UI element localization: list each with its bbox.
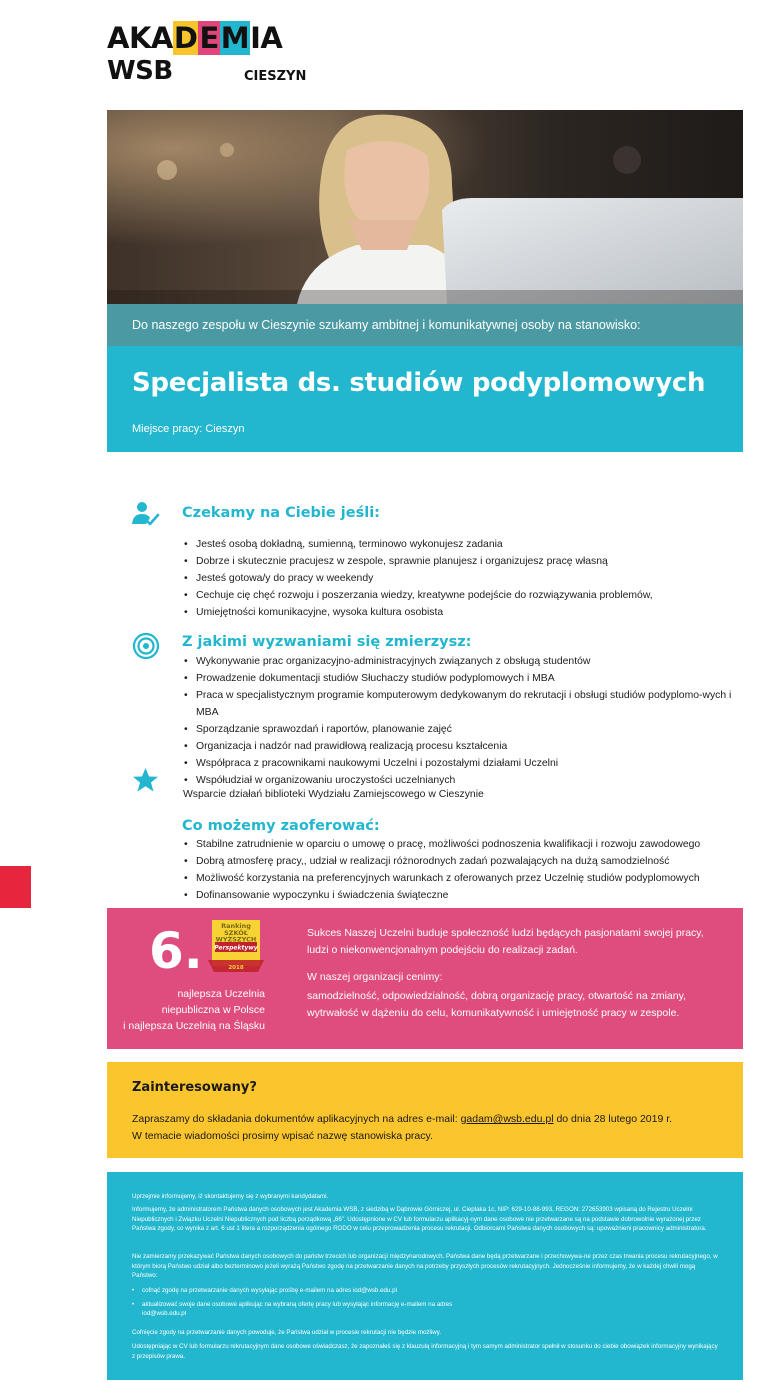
list-item: • Możliwość korzystania na preferencyjnych warunkach z oferowanych przez Uczelnię studiów podyplomowych — [183, 870, 743, 887]
apply-panel — [107, 1062, 743, 1158]
challenges-extra: Wsparcie działań biblioteki Wydziału Zamiejscowego w Cieszynie — [183, 789, 484, 800]
apply-text: Zapraszamy do składania dokumentów aplikacyjnych na adres e-mail: gadam@wsb.edu.pl do dnia 28 lutego 2019 r. W temacie wiadomości prosimy wpisać nazwę stanowiska pracy. — [132, 1113, 673, 1142]
list-item: • Jesteś osobą dokładną, sumienną, terminowo wykonujesz zadania — [183, 536, 743, 553]
requirements-list — [183, 536, 743, 621]
logo-city: CIESZYN — [244, 69, 307, 84]
offer-heading: Co możemy zaoferować: — [182, 818, 380, 834]
list-item: • Praca w specjalistycznym programie komputerowym dedykowanym do rekrutacji i obsługi studiów podyplomo-wych i MBA — [183, 687, 738, 721]
list-item: • Dobrą atmosferę pracy,, udział w realizacji różnorodnych zadań pozwalających na dużą samodzielność — [183, 853, 743, 870]
legal-p1: Uprzejmie informujemy, iż skontaktujemy się z wybranymi kandydatami. — [132, 1193, 329, 1200]
apply-heading: Zainteresowany? — [132, 1080, 257, 1095]
badge-line1: Ranking — [221, 922, 251, 930]
list-item: • cofnąć zgodę na przetwarzanie danych wysyłając prośbę e-mailem na adres iod@wsb.edu.pl — [132, 1286, 722, 1296]
job-title: Specjalista ds. studiów podyplomowych — [132, 368, 706, 398]
list-item: • Cechuje cię chęć rozwoju i poszerzania wiedzy, kreatywne podejście do rozwiązywania problemów, — [183, 587, 743, 604]
side-tab[interactable] — [0, 866, 31, 908]
ranking-caption: najlepsza Uczelnia niepubliczna w Polsce i najlepsza Uczelnią na Śląsku — [123, 988, 265, 1032]
legal-p2: Informujemy, że administratorem Państwa danych osobowych jest Akademia WSB, z siedzibą w Dąbrowie Górniczej, ul. Cieplaka 1c, NIP: 629-10-88-993, REGON: 272653903 wpisaną do Rejestru Uczelni Niepublicznych i Związku Uczelni Niepublicznych pod liczbą porządkową „66”. Udostępnione w CV lub formularzu aplikacyj-nym dane osobowe nie przetwarzane są na podstawie dobrowolnie wyrażonej przez Państwa zgody, co wynika z art. 6 ust 1 litera a rozporządzenia ogólnego RODO w celu przeprowadzenia procesu rekrutacji. Odbiorcami Państwa danych osobowych są: upoważnieni pracownicy administratora. — [132, 1206, 707, 1233]
badge-line3: WYŻSZYCH — [215, 935, 257, 944]
ranking-number: 6. — [149, 922, 203, 980]
legal-p4: Cofnięcie zgody na przetwarzanie danych powoduje, że Państwa udział w procesie rekrutacji nie będzie możliwy. — [132, 1329, 442, 1336]
list-item: • Umiejętności komunikacyjne, wysoka kultura osobista — [183, 604, 743, 621]
hero-photo — [107, 110, 743, 304]
badge-line2: SZKÓŁ — [224, 929, 248, 937]
list-item: • Dobrze i skutecznie pracujesz w zespole, sprawnie planujesz i organizujesz pracę własną — [183, 553, 743, 570]
challenges-list — [183, 653, 738, 789]
list-item: • Sporządzanie sprawozdań i raportów, planowanie zajęć — [183, 721, 738, 738]
job-location: Miejsce pracy: Cieszyn — [132, 423, 245, 435]
job-title-box — [107, 346, 743, 452]
offer-list — [183, 836, 743, 904]
list-item: • aktualizować swoje dane osobowe aplikując na wybraną ofertę pracy lub wysyłając informację e-mailem na adres iod@wsb.edu.pl — [132, 1300, 482, 1319]
apply-email-link[interactable]: gadam@wsb.edu.pl — [460, 1113, 554, 1125]
challenges-heading: Z jakimi wyzwaniami się zmierzysz: — [182, 634, 472, 650]
legal-p5: Udostępniając w CV lub formularzu rekrutacyjnym dane osobowe oświadczasz, że zapoznałeś się z klauzulą informacyjną i tym samym administrator spełnił w stosunku do ciebie obowiązek informacyjny wynikający z przepisów prawa. — [132, 1343, 718, 1360]
list-item: • Wykonywanie prac organizacyjno-administracyjnych związanych z obsługą studentów — [183, 653, 738, 670]
list-item: • Współudział w organizowaniu uroczystości uczelnianych — [183, 772, 738, 789]
badge-line5: 2018 — [228, 965, 244, 971]
hero-intro-text: Do naszego zespołu w Cieszynie szukamy ambitnej i komunikatywnej osoby na stanowisko: — [132, 318, 641, 332]
ranking-values: samodzielność, odpowiedzialność, dobrą organizację pracy, otwartość na zmiany, wytrwałość w dążeniu do celu, komunikatywność i umiejętność pracy w zespole. — [307, 990, 686, 1019]
ranking-panel — [107, 908, 743, 1049]
list-item: • Dofinansowanie wypoczynku i świadczenia świąteczne — [183, 887, 743, 904]
list-item: • Współpraca z pracownikami naukowymi Uczelni i pozostałymi działami Uczelni — [183, 755, 738, 772]
legal-p3: Nie zamierzamy przekazywać Państwa danych osobowych do państw trzecich lub organizacji międzynarodowych. Państwa dane będą przetwarzane i przechowywa-ne przez czas trwania procesu rekrutacyjnego, w którym biorą Państwo udział albo bezterminowo jeżeli wyrażą Państwo zgodę na przetwarzanie danych na potrzeby przyszłych procesów rekrutacyjnych. Jednocześnie informujemy, że w każdej chwili mogą Państwo: — [132, 1253, 718, 1280]
logo-wsb: WSB — [107, 56, 173, 86]
list-item: • Jesteś gotowa/y do pracy w weekendy — [183, 570, 743, 587]
requirements-heading: Czekamy na Ciebie jeśli: — [182, 505, 380, 521]
star-icon — [132, 767, 159, 798]
list-item: • Stabilne zatrudnienie w oparciu o umowę o pracę, możliwości podnoszenia kwalifikacji i rozwoju zawodowego — [183, 836, 743, 853]
hero-intro-strip — [107, 304, 743, 346]
legal-list — [132, 1286, 722, 1319]
legal-footer — [107, 1172, 743, 1380]
person-check-icon — [131, 500, 161, 533]
target-icon — [132, 632, 160, 665]
badge-line4: Perspektywy — [214, 944, 258, 952]
logo-akademia: AKADEMIA — [107, 21, 283, 55]
list-item: • Prowadzenie dokumentacji studiów Słuchaczy studiów podyplomowych i MBA — [183, 670, 738, 687]
ranking-badge — [208, 920, 263, 975]
ranking-paragraph-1: Sukces Naszej Uczelni buduje społeczność ludzi będących pasjonatami swojej pracy, ludzi o niekonwencjonalnym podejściu do realizacji zadań. — [307, 927, 704, 956]
list-item: • Organizacja i nadzór nad prawidłową realizacją procesu kształcenia — [183, 738, 738, 755]
ranking-values-title: W naszej organizacji cenimy: — [307, 971, 443, 983]
